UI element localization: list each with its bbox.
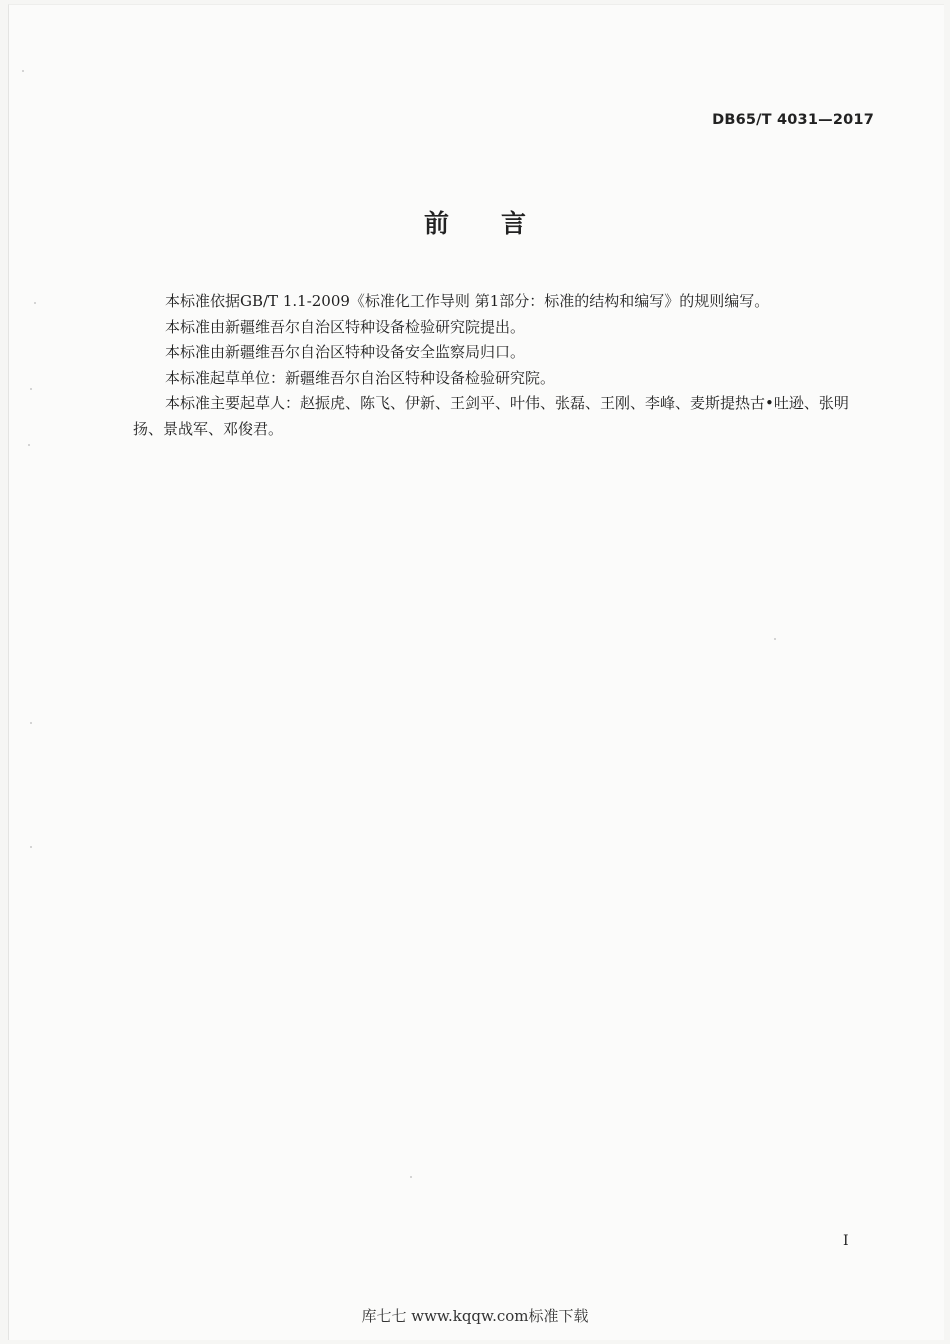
title-char-2: 言 bbox=[501, 209, 527, 238]
scan-speck bbox=[28, 444, 30, 446]
title-char-1: 前 bbox=[423, 209, 449, 238]
footer-watermark: 库七七 www.kqqw.com标准下载 bbox=[361, 1307, 589, 1325]
paragraph-proposer: 本标准由新疆维吾尔自治区特种设备检验研究院提出。 bbox=[165, 317, 526, 336]
scan-speck bbox=[22, 70, 24, 72]
scan-speck bbox=[30, 846, 32, 848]
scan-speck bbox=[774, 638, 776, 640]
paragraph-drafting-unit: 本标准起草单位：新疆维吾尔自治区特种设备检验研究院。 bbox=[165, 368, 556, 387]
foreword-body bbox=[133, 289, 878, 443]
section-title bbox=[0, 204, 950, 240]
paragraph-centralized: 本标准由新疆维吾尔自治区特种设备安全监察局归口。 bbox=[165, 343, 526, 362]
paragraph-basis: 本标准依据GB/T 1.1-2009《标准化工作导则 第1部分：标准的结构和编写》的规则编写。 bbox=[165, 292, 770, 310]
page-number: I bbox=[843, 1233, 849, 1249]
scan-speck bbox=[30, 722, 32, 724]
scan-speck bbox=[30, 388, 32, 390]
paragraph-drafters: 本标准主要起草人：赵振虎、陈飞、伊新、王剑平、叶伟、张磊、王刚、李峰、麦斯提热古•吐逊、张明扬、景战军、邓俊君。 bbox=[133, 394, 849, 438]
scan-speck bbox=[34, 302, 36, 304]
document-code: DB65/T 4031—2017 bbox=[712, 112, 874, 128]
scan-speck bbox=[410, 1176, 412, 1178]
